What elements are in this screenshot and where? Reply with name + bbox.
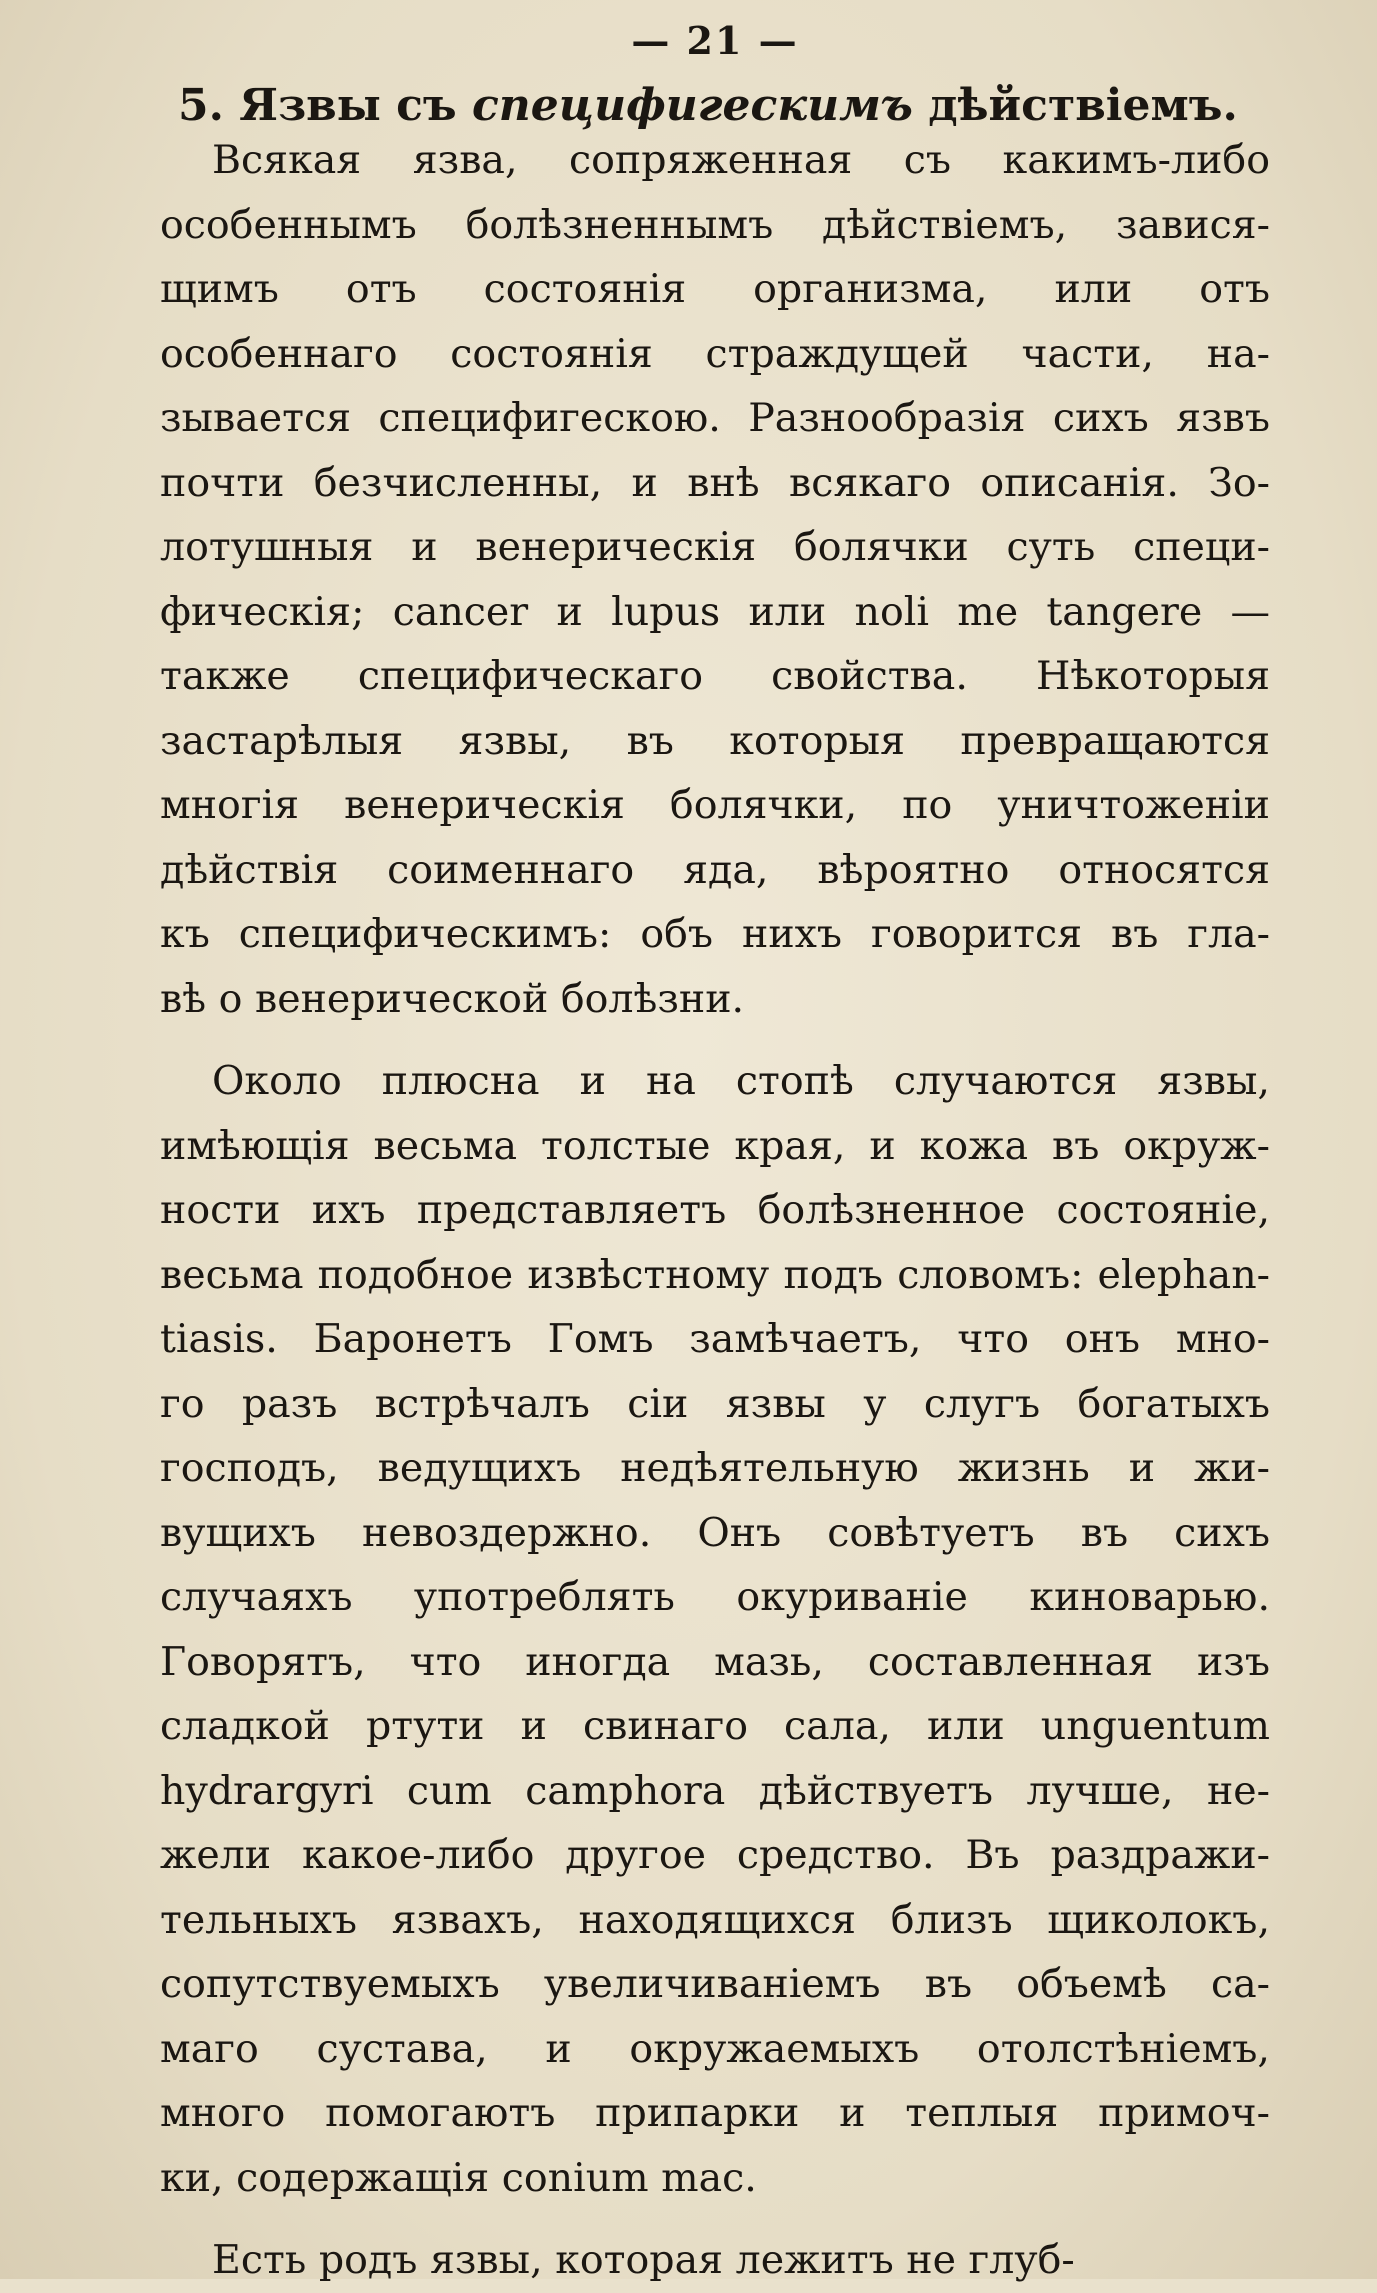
- section-title-end: дѣйствіемъ.: [928, 80, 1238, 131]
- body-text: [160, 128, 1270, 2293]
- text-line: особеннымъ болѣзненнымъ дѣйствіемъ, завися-: [160, 201, 1270, 248]
- text-line: ки, содержащія conium mac.: [160, 2154, 757, 2201]
- text-line: почти безчисленны, и внѣ всякаго описанія. Зо-: [160, 459, 1270, 506]
- text-line: господъ, ведущихъ недѣятельную жизнь и жи-: [160, 1445, 1270, 1491]
- text-line: Есть родъ язвы, которая лежитъ не глуб-: [212, 2237, 1075, 2283]
- text-line: маго сустава, и окружаемыхъ отолстѣніемъ,: [160, 2025, 1270, 2072]
- text-line: tiasis. Баронетъ Гомъ замѣчаетъ, что онъ мно-: [160, 1316, 1270, 1362]
- page-number: — 21 —: [631, 18, 799, 63]
- section-heading: [160, 80, 1270, 131]
- text-line: вущихъ невоздержно. Онъ совѣтуетъ въ сихъ: [160, 1509, 1270, 1556]
- text-line: тельныхъ язвахъ, находящихся близъ щиколокъ,: [160, 1896, 1270, 1943]
- text-line: застарѣлыя язвы, въ которыя превращаются: [160, 717, 1270, 764]
- text-line: сопутствуемыхъ увеличиваніемъ въ объемѣ са-: [160, 1961, 1270, 2007]
- text-line: дѣйствія соименнаго яда, вѣроятно относятся: [160, 846, 1270, 893]
- text-line: случаяхъ употреблять окуриваніе киноварью.: [160, 1574, 1270, 1620]
- text-line: къ специфическимъ: объ нихъ говорится въ гла-: [160, 911, 1270, 957]
- text-line: hydrargyri cum camphora дѣйствуетъ лучше, не-: [160, 1767, 1270, 1814]
- text-line: Говорятъ, что иногда мазь, составленная изъ: [160, 1638, 1270, 1685]
- text-line: также специфическаго свойства. Нѣкоторыя: [160, 653, 1270, 699]
- text-line: го разъ встрѣчалъ сіи язвы у слугъ богатыхъ: [160, 1380, 1270, 1427]
- section-number: 5.: [178, 80, 224, 131]
- section-title-plain: Язвы съ: [239, 80, 457, 131]
- text-line: особеннаго состоянія страждущей части, на-: [160, 330, 1270, 377]
- text-line: много помогаютъ припарки и теплыя примоч-: [160, 2090, 1270, 2136]
- text-line: Всякая язва, сопряженная съ какимъ-либо: [212, 137, 1270, 183]
- text-line: Около плюсна и на стопѣ случаются язвы,: [212, 1058, 1270, 1104]
- text-line: сладкой ртути и свинаго сала, или unguentum: [160, 1703, 1270, 1749]
- text-line: весьма подобное извѣстному подъ словомъ: elephan-: [160, 1251, 1270, 1298]
- section-title-italic: специфигескимъ: [472, 80, 913, 131]
- text-line: жели какое-либо другое средство. Въ раздражи-: [160, 1832, 1270, 1878]
- text-line: имѣющія весьма толстые края, и кожа въ окруж-: [160, 1122, 1270, 1169]
- text-line: вѣ о венерической болѣзни.: [160, 975, 745, 1022]
- text-line: щимъ отъ состоянія организма, или отъ: [160, 266, 1270, 312]
- text-line: ности ихъ представляетъ болѣзненное состояніе,: [160, 1187, 1270, 1233]
- text-line: лотушныя и венерическія болячки суть специ-: [160, 524, 1270, 570]
- text-line: многія венерическія болячки, по уничтоженіи: [160, 782, 1270, 828]
- text-line: фическія; cancer и lupus или noli me tangere —: [160, 588, 1270, 635]
- text-line: зывается специфигескою. Разнообразія сихъ язвъ: [160, 395, 1270, 441]
